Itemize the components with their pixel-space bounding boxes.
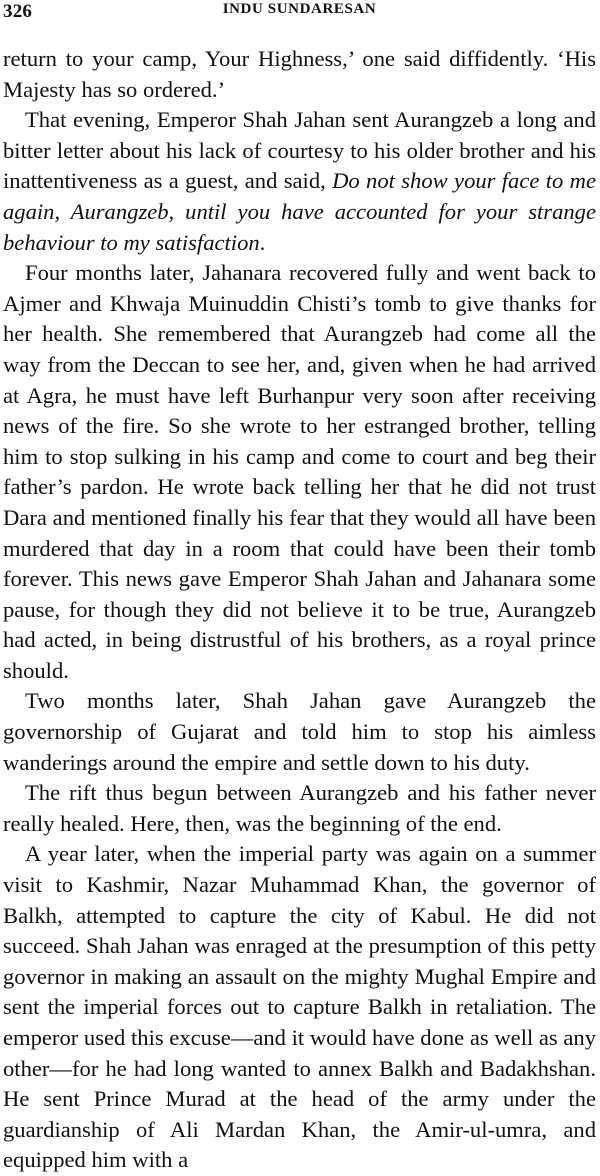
paragraph-2-italic-quote: Do not show your face to me again, Aurangzeb, until you have accounted for your strange behaviour to my satisfaction [3, 168, 596, 255]
paragraph-5: The rift thus begun between Aurangzeb and his father never really healed. Here, then, was the beginning of the end. [3, 780, 596, 836]
paragraph-3: Four months later, Jahanara recovered fully and went back to Ajmer and Khwaja Muinuddin Chisti’s tomb to give thanks for her health. She remembered that Aurangzeb had come all the way from the Deccan to see her, and, given when he had arrived at Agra, he must have left Burhanpur very soon after receiving news of the fire. So she wrote to her estranged brother, telling him to stop sulking in his camp and come to court and beg their father’s pardon. He wrote back telling her that he did not trust Dara and mentioned finally his fear that they would all have been murdered that day in a room that could have been their tomb forever. This news gave Emperor Shah Jahan and Jahanara some pause, for though they did not believe it to be true, Aurangzeb had acted, in being distrustful of his brothers, as a royal prince should. [3, 260, 596, 683]
running-title: INDU SUNDARESAN [222, 1, 377, 17]
paragraph-1: return to your camp, Your Highness,’ one said diffidently. ‘His Majesty has so ordered.’ [3, 46, 596, 102]
paragraph-2-end: . [259, 229, 266, 255]
page-header [3, 0, 596, 24]
paragraph-2-text: That evening, Emperor Shah Jahan sent Aurangzeb a long and bitter letter about his lack of courtesy to his older brother and his inattentiveness as a guest, and said, [3, 107, 596, 194]
paragraph-6: A year later, when the imperial party was again on a summer visit to Kashmir, Nazar Muhammad Khan, the governor of Balkh, attempted to capture the city of Kabul. He did not succeed. Shah Jahan was enraged at the presumption of this petty governor in making an assault on the mighty Mughal Empire and sent the imperial forces out to capture Balkh in retaliation. The emperor used this excuse—and it would have done as well as any other—for he had long wanted to annex Balkh and Badakhshan. He sent Prince Murad at the head of the army under the guardianship of Ali Mardan Khan, the Amir-ul-umra, and equipped him with a [3, 841, 596, 1173]
body-text [3, 44, 596, 1176]
paragraph-4: Two months later, Shah Jahan gave Aurangzeb the governorship of Gujarat and told him to stop his aimless wanderings around the empire and settle down to his duty. [3, 688, 596, 775]
page-number: 326 [3, 1, 33, 22]
paragraph-2 [3, 105, 596, 258]
